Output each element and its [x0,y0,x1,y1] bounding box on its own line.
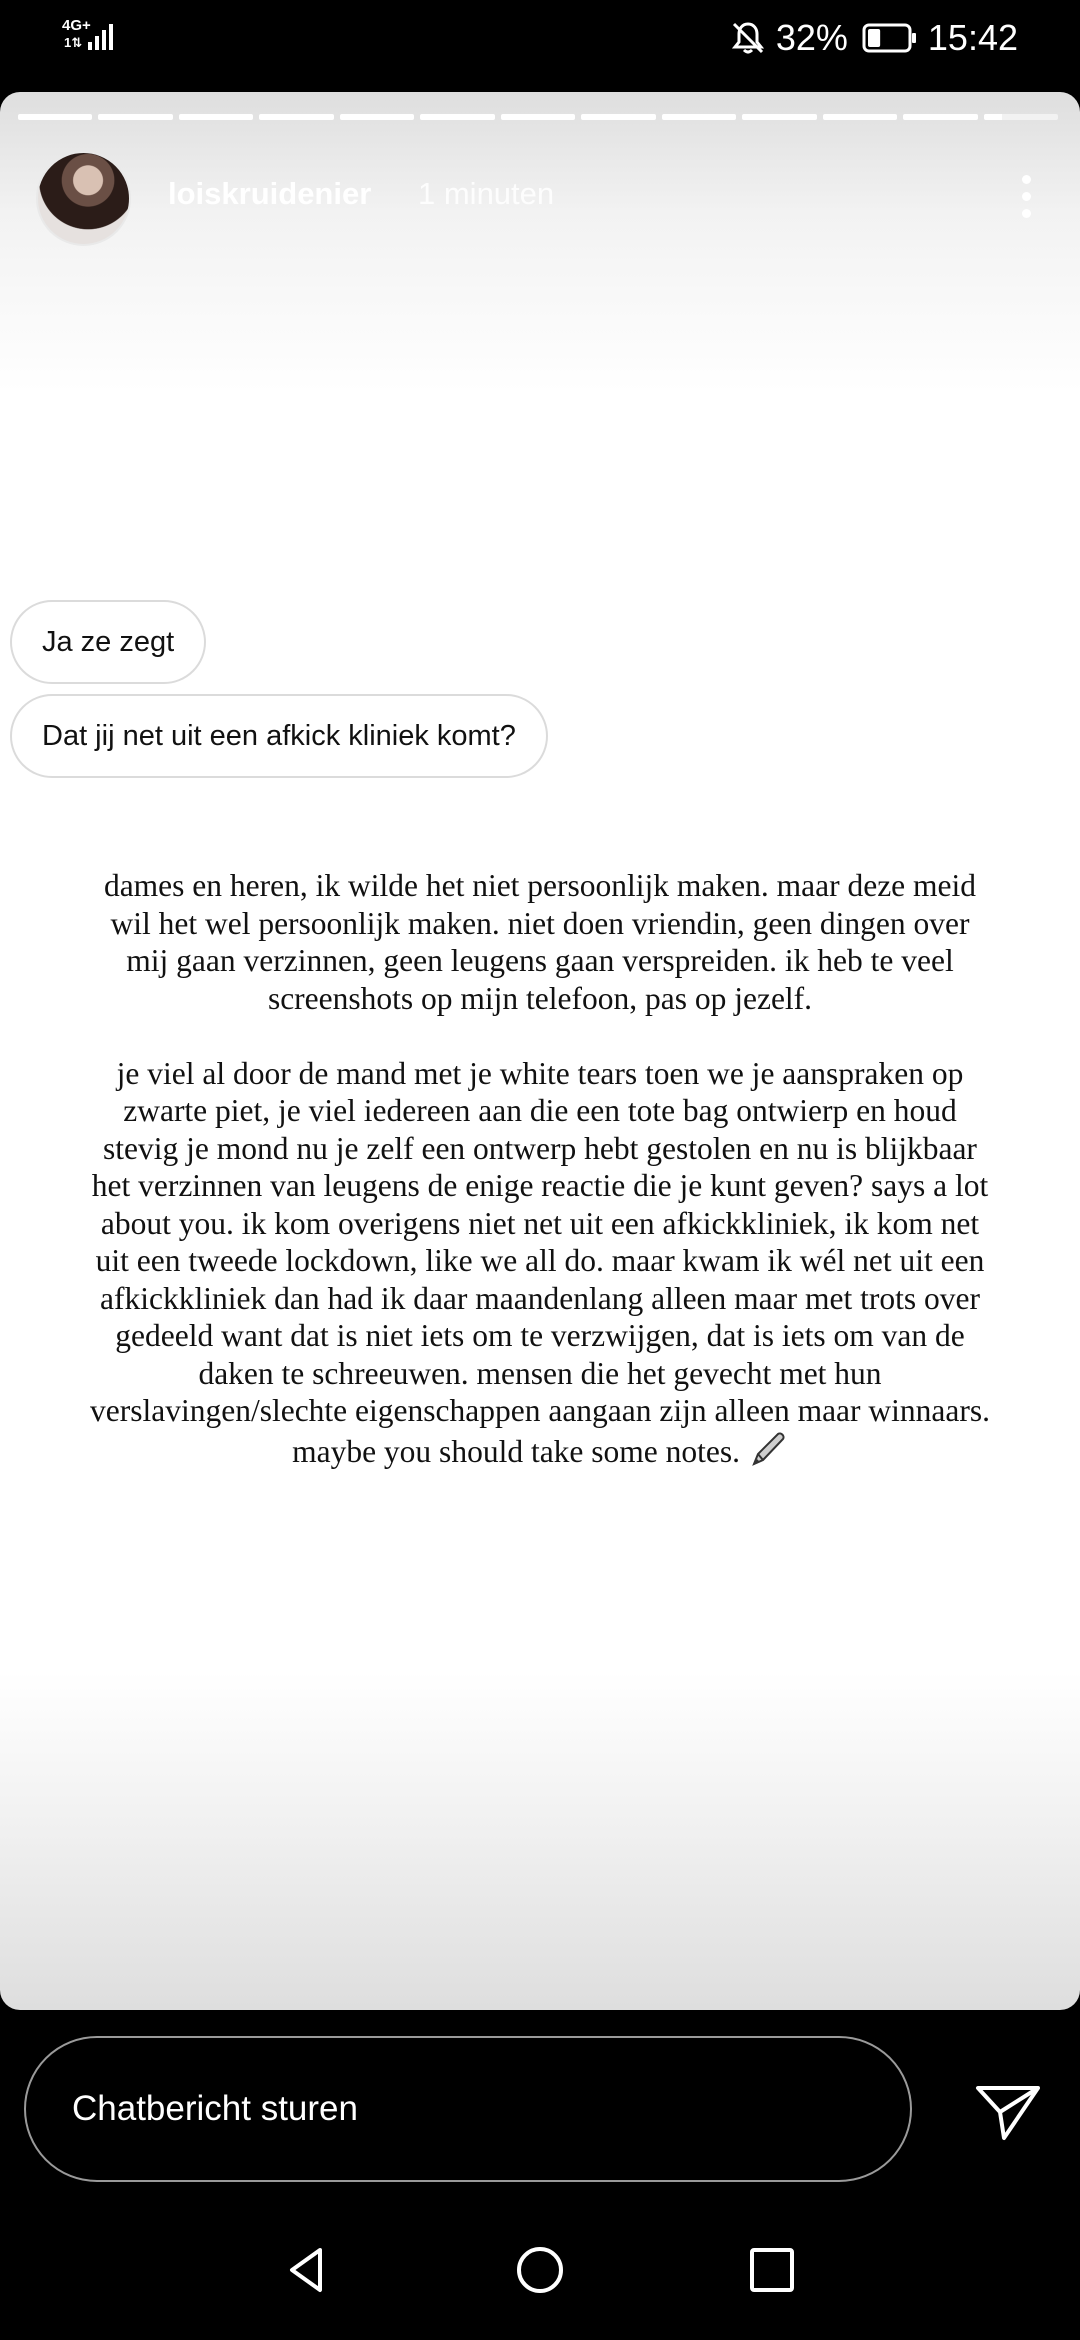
story-progress-segment [259,114,333,120]
reply-bar [0,2010,1080,2210]
story-progress-segment [340,114,414,120]
story-progress-segment [742,114,816,120]
back-icon[interactable] [278,2240,338,2300]
chat-bubble: Ja ze zegt [10,600,206,684]
story-paragraph-2 [90,1055,990,1471]
story-progress-segment [984,114,1058,120]
story-viewer[interactable] [0,92,1080,2010]
avatar[interactable] [36,151,131,246]
story-progress-segment [18,114,92,120]
chat-screenshot [0,592,600,882]
signal-icon [86,20,120,52]
story-progress-segment [581,114,655,120]
story-paragraph-1: dames en heren, ik wilde het niet persoonlijk maken. maar deze meid wil het wel persoonlijk maken. niet doen vriendin, geen dingen over mij gaan verzinnen, geen leugens gaan verspreiden. ik heb te veel screenshots op mijn telefoon, pas op jezelf. [103,868,977,1016]
send-icon[interactable] [974,2082,1042,2142]
more-dot-icon [1022,192,1031,201]
recents-icon[interactable] [742,2240,802,2300]
status-right [730,12,1018,64]
network-activity-label: 1⇅ [64,35,83,50]
status-bar [0,0,1080,90]
story-text [90,867,990,1470]
chat-bubble: Dat jij net uit een afkick kliniek komt? [10,694,548,778]
clock: 15:42 [927,17,1018,58]
story-username[interactable]: loiskruidenier [168,176,372,211]
story-progress-segment [501,114,575,120]
story-progress-segment [903,114,977,120]
story-paragraph-2-text: je viel al door de mand met je white tears toen we je aanspraken op zwarte piet, je viel iedereen aan die een tote bag ontwierp en houd stevig je mond nu je zelf een ontwerp hebt gestolen en nu is blijkbaar het verzinnen van leugens de enige reactie die je kunt geven? says a lot about you. ik kom overigens niet net uit een afkickkliniek, ik kom net uit een tweede lockdown, like we all do. maar kwam ik wél net uit een afkickkliniek dan had ik daar maandenlang alleen maar met trots over gedeeld want dat is niet iets om te verzwijgen, dat is iets om van de daken te schreeuwen. mensen die het gevecht met hun verslavingen/slechte eigenschappen aangaan zijn alleen maar winnaars. maybe you should take some notes. [90,1055,990,1469]
battery-percent: 32% [775,17,848,58]
more-options-button[interactable] [1006,166,1046,226]
more-dot-icon [1022,209,1031,218]
story-progress-segment [662,114,736,120]
story-progress-segment [823,114,897,120]
story-progress-bars [18,114,1058,120]
navigation-bar [0,2210,1080,2340]
reply-input[interactable] [24,2036,912,2182]
mute-icon [730,20,766,56]
story-progress-segment [98,114,172,120]
story-time-ago: 1 minuten [418,176,555,211]
story-header [36,148,1046,248]
pen-icon [748,1430,788,1470]
network-type-label: 4G+ [62,17,91,34]
story-progress-segment [420,114,494,120]
more-dot-icon [1022,175,1031,184]
home-icon[interactable] [510,2240,570,2300]
story-progress-segment [179,114,253,120]
battery-icon [862,22,918,54]
reply-placeholder: Chatbericht sturen [72,2089,358,2128]
